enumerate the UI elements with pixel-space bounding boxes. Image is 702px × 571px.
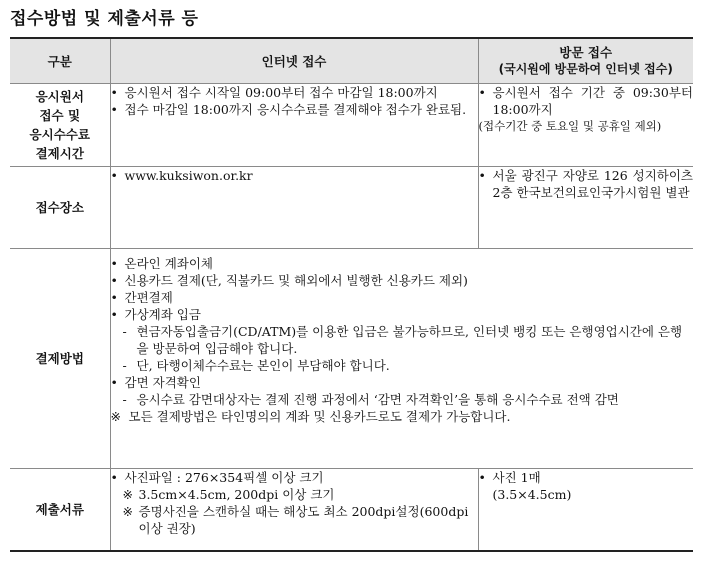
header-row: [10, 38, 693, 84]
row-label-period: [10, 84, 110, 167]
row-label-line: 접수 및: [39, 108, 81, 123]
dash-icon: -: [122, 358, 127, 373]
row-label-payment: 결제방법: [10, 249, 110, 469]
list-item: [111, 357, 694, 374]
page-title: 접수방법 및 제출서류 등: [10, 9, 199, 29]
item-text: 가상계좌 입금: [124, 307, 201, 322]
place-visit-cell: [478, 167, 693, 249]
row-payment: [10, 249, 693, 469]
list-item: [111, 84, 478, 101]
list-item: [111, 391, 694, 408]
list-item: [111, 374, 694, 391]
item-text: 응시원서 접수 시작일 09:00부터 접수 마감일 18:00까지: [124, 85, 438, 100]
row-label-line: 결제시간: [35, 146, 84, 161]
bullet-icon: •: [110, 256, 118, 271]
period-internet-cell: [110, 84, 478, 167]
note-text: 증명사진을 스캔하실 때는 해상도 최소 200dpi설정(600dpi 이상 권장): [138, 504, 469, 536]
row-docs: [10, 469, 693, 551]
row-label-line: 응시수수료: [29, 127, 90, 142]
list-item: [479, 469, 694, 486]
header-visit-title: 방문 접수: [559, 45, 613, 60]
note-mark-icon: ※: [122, 487, 133, 502]
list-item: [111, 306, 694, 323]
visit-period-note: (접수기간 중 토요일 및 공휴일 제외): [478, 119, 662, 133]
item-text: 감면 자격확인: [124, 375, 201, 390]
application-info-table: [10, 37, 693, 552]
bullet-icon: •: [110, 470, 118, 485]
list-item: [111, 101, 478, 118]
item-text: 온라인 계좌이체: [124, 256, 213, 271]
list-item: [111, 289, 694, 306]
list-item: [479, 167, 694, 201]
list-item: [111, 255, 694, 272]
dash-icon: -: [122, 392, 127, 407]
row-period: [10, 84, 693, 167]
bullet-icon: •: [478, 168, 486, 183]
bullet-icon: •: [110, 273, 118, 288]
item-text: 사진 1매: [492, 470, 541, 485]
header-category: 구분: [10, 38, 110, 84]
website-link[interactable]: www.kuksiwon.or.kr: [124, 168, 253, 183]
place-internet-cell: [110, 167, 478, 249]
bullet-icon: •: [478, 85, 486, 100]
header-internet: 인터넷 접수: [110, 38, 478, 84]
address-text: 서울 광진구 자양로 126 성지하이츠 2층 한국보건의료인국가시험원 별관: [492, 168, 693, 200]
item-text: 접수 마감일 18:00까지 응시수수료를 결제해야 접수가 완료됨.: [124, 102, 467, 117]
list-item: [479, 84, 694, 118]
row-label-place: 접수장소: [10, 167, 110, 249]
item-text: 현금자동입출금기(CD/ATM)를 이용한 입금은 불가능하므로, 인터넷 뱅킹 또는 은행영업시간에 은행을 방문하여 입금해야 합니다.: [136, 324, 683, 356]
list-item: [111, 167, 478, 184]
note-mark-icon: ※: [122, 504, 133, 519]
note-text: 3.5cm×4.5cm, 200dpi 이상 크기: [138, 487, 335, 502]
list-item: [111, 323, 694, 357]
bullet-icon: •: [110, 102, 118, 117]
bullet-icon: •: [110, 375, 118, 390]
bullet-icon: •: [110, 85, 118, 100]
bullet-icon: •: [478, 470, 486, 485]
item-text: 사진파일 : 276×354픽셀 이상 크기: [124, 470, 324, 485]
item-text: 응시수료 감면대상자는 결제 진행 과정에서 ‘감면 자격확인’을 통해 응시수수료 전액 감면: [136, 392, 619, 407]
item-text: 응시원서 접수 기간 중 09:30부터 18:00까지: [492, 85, 693, 117]
bullet-icon: •: [110, 307, 118, 322]
item-text: 간편결제: [124, 290, 173, 305]
note-item: [111, 503, 478, 537]
row-label-line: 응시원서: [35, 89, 84, 104]
photo-size-text: (3.5×4.5cm): [492, 487, 572, 502]
bullet-icon: •: [110, 290, 118, 305]
period-visit-cell: [478, 84, 693, 167]
docs-internet-cell: [110, 469, 478, 551]
row-place: [10, 167, 693, 249]
note-mark-icon: ※: [110, 409, 121, 424]
list-item: [111, 469, 478, 486]
header-visit-subtitle: (국시원에 방문하여 인터넷 접수): [498, 62, 673, 76]
item-text: 모든 결제방법은 타인명의의 계좌 및 신용카드로도 결제가 가능합니다.: [128, 409, 511, 424]
docs-visit-cell: [478, 469, 693, 551]
note-item: [111, 486, 478, 503]
payment-cell: [110, 249, 693, 469]
item-text: 단, 타행이체수수료는 본인이 부담해야 합니다.: [136, 358, 390, 373]
list-item: [111, 272, 694, 289]
bullet-icon: •: [110, 168, 118, 183]
item-text: 신용카드 결제(단, 직불카드 및 해외에서 빌행한 신용카드 제외): [124, 273, 468, 288]
payment-method-list: [111, 255, 694, 425]
note-item: [111, 408, 694, 425]
header-visit: [478, 38, 693, 84]
dash-icon: -: [122, 324, 127, 339]
row-label-docs: 제출서류: [10, 469, 110, 551]
